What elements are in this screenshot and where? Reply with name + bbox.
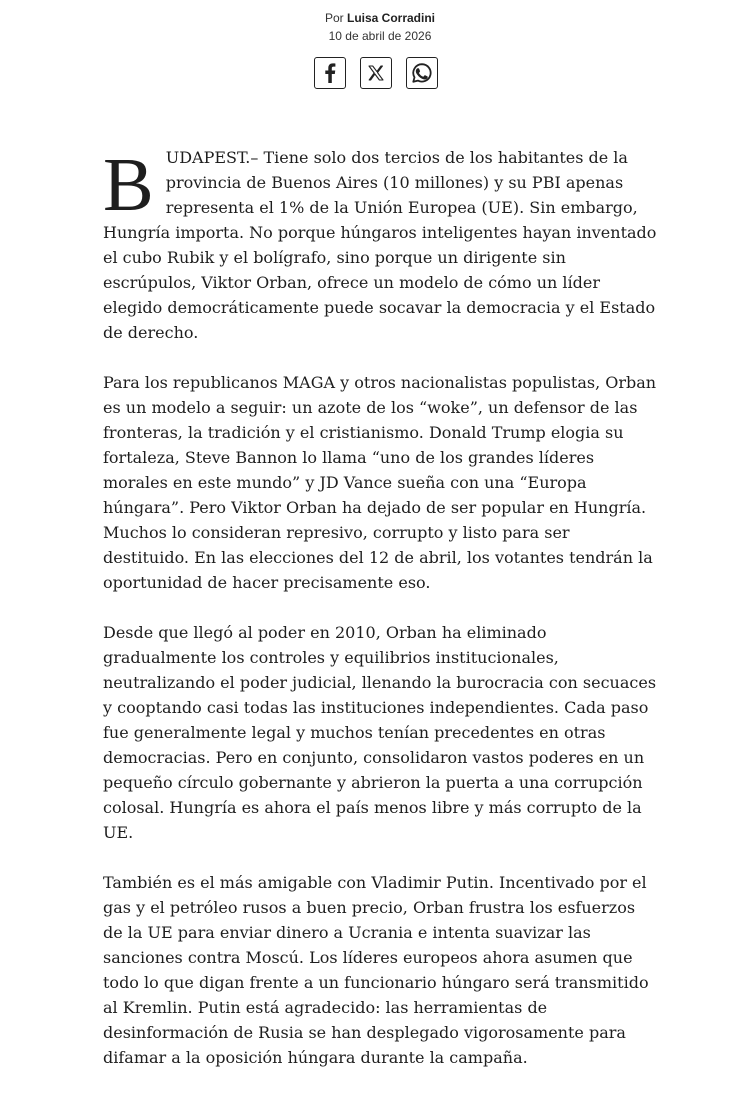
article-paragraph: Para los republicanos MAGA y otros nacionalistas populistas, Orban es un modelo a seguir: un azote de los “woke”, un defensor de las fronteras, la tradición y el cristianismo. Donald Trump elogia su fortaleza, Steve Bannon lo llama “uno de los grandes líderes morales en este mundo” y JD Vance sueña con una “Europa húngara”. Pero Viktor Orban ha dejado de ser popular en Hungría. Muchos lo consideran represivo, corrupto y listo para ser destituido. En las elecciones del 12 de abril, los votantes tendrán la oportunidad de hacer precisamente eso.	[103, 373, 657, 592]
article-body	[103, 145, 657, 1095]
article-paragraph	[103, 145, 657, 345]
paragraph-text: UDAPEST.– Tiene solo dos tercios de los habitantes de la provincia de Buenos Aires (10 millones) y su PBI apenas representa el 1% de la Unión Europea (UE). Sin embargo, Hungría importa. No porque húngaros inteligentes hayan inventado el cubo Rubik y el bolígrafo, sino porque un dirigente sin escrúpulos, Viktor Orban, ofrece un modelo de cómo un líder elegido democráticamente puede socavar la democracia y el Estado de derecho.	[103, 148, 657, 342]
whatsapp-icon	[411, 62, 433, 84]
share-bar	[314, 57, 438, 89]
article-paragraph: También es el más amigable con Vladimir Putin. Incentivado por el gas y el petróleo rusos a buen precio, Orban frustra los esfuerzos de la UE para enviar dinero a Ucrania e intenta suavizar las sanciones contra Moscú. Los líderes europeos ahora asumen que todo lo que digan frente a un funcionario húngaro será transmitido al Kremlin. Putin está agradecido: las herramientas de desinformación de Rusia se han desplegado vigorosamente para difamar a la oposición húngara durante la campaña.	[103, 873, 649, 1067]
author-name[interactable]: Luisa Corradini	[347, 11, 436, 25]
facebook-icon	[324, 63, 336, 83]
article-paragraph: Desde que llegó al poder en 2010, Orban ha eliminado gradualmente los controles y equilibrios institucionales, neutralizando el poder judicial, llenando la burocracia con secuaces y cooptando casi todas las instituciones independientes. Cada paso fue generalmente legal y muchos tenían precedentes en otras democracias. Pero en conjunto, consolidaron vastos poderes en un pequeño círculo gobernante y abrieron la puerta a una corrupción colosal. Hungría es ahora el país menos libre y más corrupto de la UE.	[103, 623, 657, 842]
share-x-button[interactable]	[360, 57, 392, 89]
x-icon	[367, 64, 385, 82]
share-whatsapp-button[interactable]	[406, 57, 438, 89]
publish-date: 10 de abril de 2026	[328, 29, 432, 43]
drop-cap: B	[103, 143, 154, 227]
byline-prefix: Por	[324, 11, 344, 25]
author-line	[0, 10, 732, 26]
share-facebook-button[interactable]	[314, 57, 346, 89]
byline	[0, 10, 732, 44]
